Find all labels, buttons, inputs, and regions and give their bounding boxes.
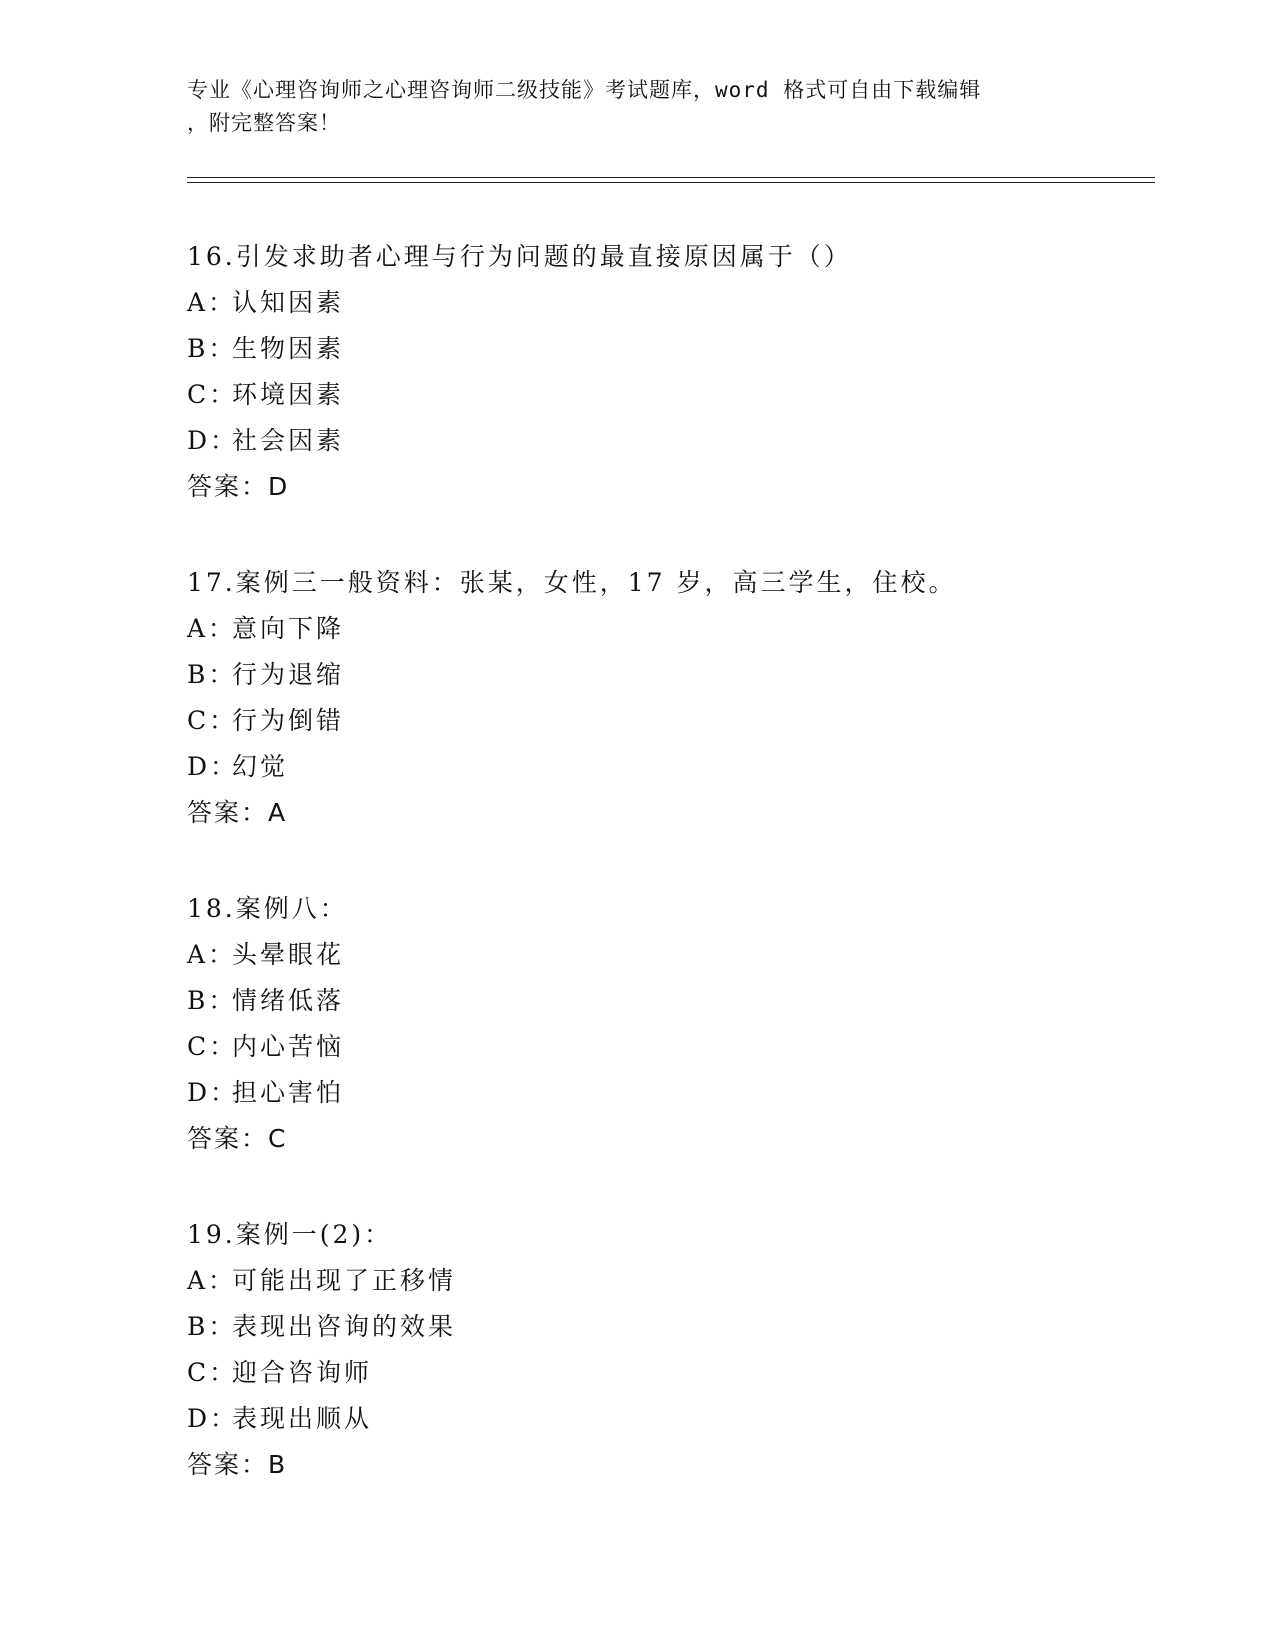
question-stem: 17.案例三一般资料：张某，女性，17 岁，高三学生，住校。 xyxy=(187,568,957,597)
option-key: B： xyxy=(187,986,237,1015)
question-stem: 19.案例一(2)： xyxy=(187,1220,393,1249)
answer-line: 答案：C xyxy=(187,1124,288,1153)
option-d xyxy=(187,744,1147,790)
header-line-2: ，附完整答案！ xyxy=(187,111,341,135)
question-18 xyxy=(187,886,1147,1162)
option-a xyxy=(187,932,1147,978)
option-text: 幻觉 xyxy=(232,752,289,781)
question-list xyxy=(187,234,1147,1538)
option-key: A： xyxy=(187,1266,237,1295)
option-key: B： xyxy=(187,334,237,363)
question-stem: 16.引发求助者心理与行为问题的最直接原因属于（） xyxy=(187,242,852,271)
answer-line: 答案：B xyxy=(187,1450,288,1479)
option-text: 认知因素 xyxy=(232,288,345,317)
option-text: 社会因素 xyxy=(232,426,345,455)
option-key: C： xyxy=(187,1358,238,1387)
option-key: A： xyxy=(187,288,237,317)
option-c xyxy=(187,372,1147,418)
option-text: 行为退缩 xyxy=(232,660,345,689)
question-17 xyxy=(187,560,1147,836)
option-text: 头晕眼花 xyxy=(232,940,345,969)
answer-line: 答案：D xyxy=(187,472,290,501)
option-text: 内心苦恼 xyxy=(232,1032,345,1061)
option-key: A： xyxy=(187,614,237,643)
document-header xyxy=(187,74,1067,140)
option-a xyxy=(187,280,1147,326)
option-key: D： xyxy=(187,752,239,781)
option-text: 表现出顺从 xyxy=(232,1404,373,1433)
option-c xyxy=(187,698,1147,744)
option-key: B： xyxy=(187,660,237,689)
option-key: B： xyxy=(187,1312,237,1341)
option-text: 环境因素 xyxy=(232,380,345,409)
option-c xyxy=(187,1024,1147,1070)
option-key: D： xyxy=(187,1404,239,1433)
option-key: D： xyxy=(187,1078,239,1107)
option-b xyxy=(187,978,1147,1024)
option-b xyxy=(187,326,1147,372)
option-text: 可能出现了正移情 xyxy=(232,1266,457,1295)
question-19 xyxy=(187,1212,1147,1488)
option-text: 生物因素 xyxy=(232,334,345,363)
option-text: 行为倒错 xyxy=(232,706,345,735)
option-key: C： xyxy=(187,706,238,735)
question-16 xyxy=(187,234,1147,510)
option-c xyxy=(187,1350,1147,1396)
header-divider xyxy=(187,177,1155,183)
option-b xyxy=(187,1304,1147,1350)
option-b xyxy=(187,652,1147,698)
option-d xyxy=(187,1396,1147,1442)
option-d xyxy=(187,418,1147,464)
option-a xyxy=(187,606,1147,652)
option-text: 表现出咨询的效果 xyxy=(232,1312,457,1341)
option-text: 担心害怕 xyxy=(232,1078,345,1107)
option-d xyxy=(187,1070,1147,1116)
option-a xyxy=(187,1258,1147,1304)
option-text: 情绪低落 xyxy=(232,986,345,1015)
option-text: 迎合咨询师 xyxy=(232,1358,373,1387)
option-key: C： xyxy=(187,380,238,409)
option-key: D： xyxy=(187,426,239,455)
option-key: C： xyxy=(187,1032,238,1061)
header-line-1: 专业《心理咨询师之心理咨询师二级技能》考试题库，word 格式可自由下载编辑 xyxy=(187,78,982,102)
question-stem: 18.案例八： xyxy=(187,894,348,923)
option-text: 意向下降 xyxy=(232,614,345,643)
option-key: A： xyxy=(187,940,237,969)
answer-line: 答案：A xyxy=(187,798,288,827)
